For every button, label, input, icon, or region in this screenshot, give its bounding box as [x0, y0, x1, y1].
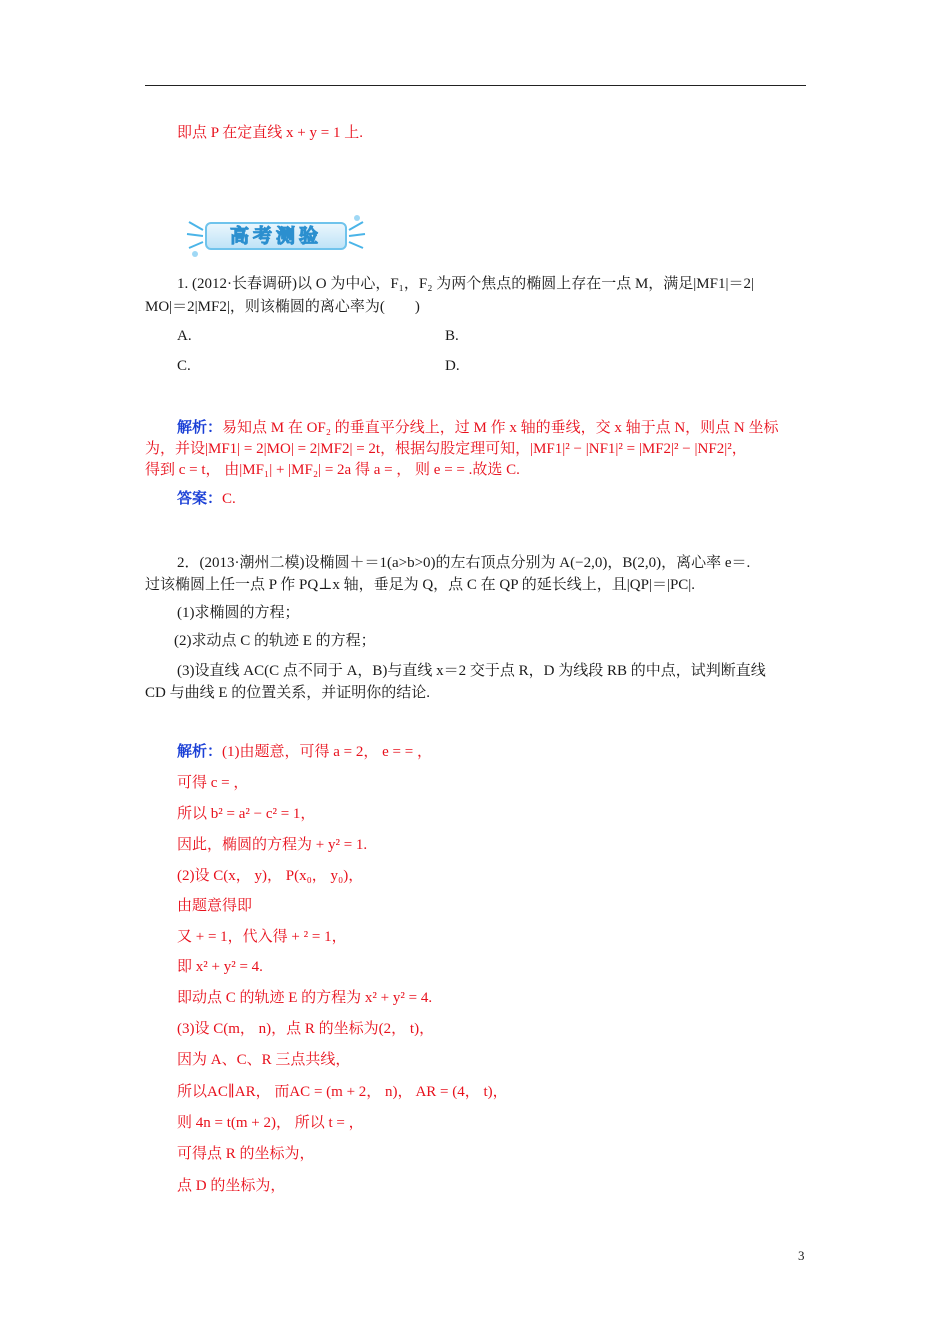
q1-answer-label: 答案： [177, 491, 223, 507]
q2-solution-line10: (3)设 C(m， n)，点 R 的坐标为(2， t)， [177, 1021, 435, 1037]
q2-part1: (1)求椭圆的方程； [177, 605, 300, 621]
q2-solution-line9: 即动点 C 的轨迹 E 的方程为 x² + y² = 4. [177, 990, 433, 1006]
q1-answer-line [177, 490, 236, 508]
q1-analysis-line1 [177, 419, 779, 437]
q1-option-c: C. [177, 358, 191, 374]
q2-part2: (2)求动点 C 的轨迹 E 的方程； [174, 633, 376, 649]
q1-analysis-text1: 易知点 M 在 OF₂ 的垂直平分线上，过 M 作 x 轴的垂线，交 x 轴于点 N，则点 N 坐标 [222, 420, 779, 436]
q2-solution-line2: 可得 c = ， [177, 775, 249, 791]
q2-line1: 2．(2013·潮州二模)设椭圆＋＝1(a>b>0)的左右顶点分别为 A(−2,0)，B(2,0)，离心率 e＝. [177, 555, 751, 571]
conclusion-line: 即点 P 在定直线 x + y = 1 上. [177, 125, 363, 141]
q1-line1: 1. (2012·长春调研)以 O 为中心，F₁，F₂ 为两个焦点的椭圆上存在一点 M，满足|MF1|＝2| [177, 276, 754, 292]
q2-solution-text1: (1)由题意，可得 a = 2， e = = ， [222, 744, 432, 760]
section-banner [185, 214, 367, 258]
q2-solution-line5: (2)设 C(x， y)， P(x₀， y₀)， [177, 868, 364, 884]
q2-analysis-label: 解析： [177, 744, 223, 760]
q2-solution-line6: 由题意得即 [177, 898, 253, 914]
header-rule [145, 85, 806, 86]
q2-solution-line12: 所以AC∥AR， 而AC = (m + 2， n)， AR = (4， t)， [177, 1084, 508, 1100]
q2-solution-line14: 可得点 R 的坐标为， [177, 1146, 315, 1162]
q1-analysis-label: 解析： [177, 420, 223, 436]
q2-solution-line13: 则 4n = t(m + 2)， 所以 t = ， [177, 1115, 364, 1131]
q1-answer: C. [222, 491, 236, 507]
q1-option-d: D. [445, 358, 460, 374]
q2-solution-line7: 又 + = 1，代入得 + ² = 1， [177, 929, 347, 945]
q2-solution-line3: 所以 b² = a² − c² = 1， [177, 806, 316, 822]
banner-title: 高考测验 [229, 225, 322, 247]
q2-solution-line8: 即 x² + y² = 4. [177, 959, 263, 975]
q1-analysis-line3: 得到 c = t， 由|MF₁| + |MF₂| = 2a 得 a = ， 则 e = = .故选 C. [145, 462, 520, 478]
q1-line2: MO|＝2|MF2|，则该椭圆的离心率为( ) [145, 299, 420, 315]
q2-solution-line15: 点 D 的坐标为， [177, 1178, 286, 1194]
q2-part3b: CD 与曲线 E 的位置关系，并证明你的结论. [145, 685, 431, 701]
q2-solution-line4: 因此，椭圆的方程为 + y² = 1. [177, 837, 368, 853]
q2-solution-line11: 因为 A、C、R 三点共线， [177, 1052, 351, 1068]
q1-analysis-line2: 为，并设|MF1| = 2|MO| = 2|MF2| = 2t，根据勾股定理可知，|MF1|² − |NF1|² = |MF2|² − |NF2|²， [145, 441, 747, 457]
q2-solution-line1 [177, 743, 432, 761]
q2-line2: 过该椭圆上任一点 P 作 PQ⊥x 轴，垂足为 Q，点 C 在 QP 的延长线上，且|QP|＝|PC|. [145, 577, 696, 593]
page-number: 3 [798, 1248, 805, 1263]
q1-option-a: A. [177, 328, 192, 344]
q2-part3a: (3)设直线 AC(C 点不同于 A，B)与直线 x＝2 交于点 R，D 为线段 RB 的中点，试判断直线 [177, 663, 766, 679]
q1-option-b: B. [445, 328, 459, 344]
